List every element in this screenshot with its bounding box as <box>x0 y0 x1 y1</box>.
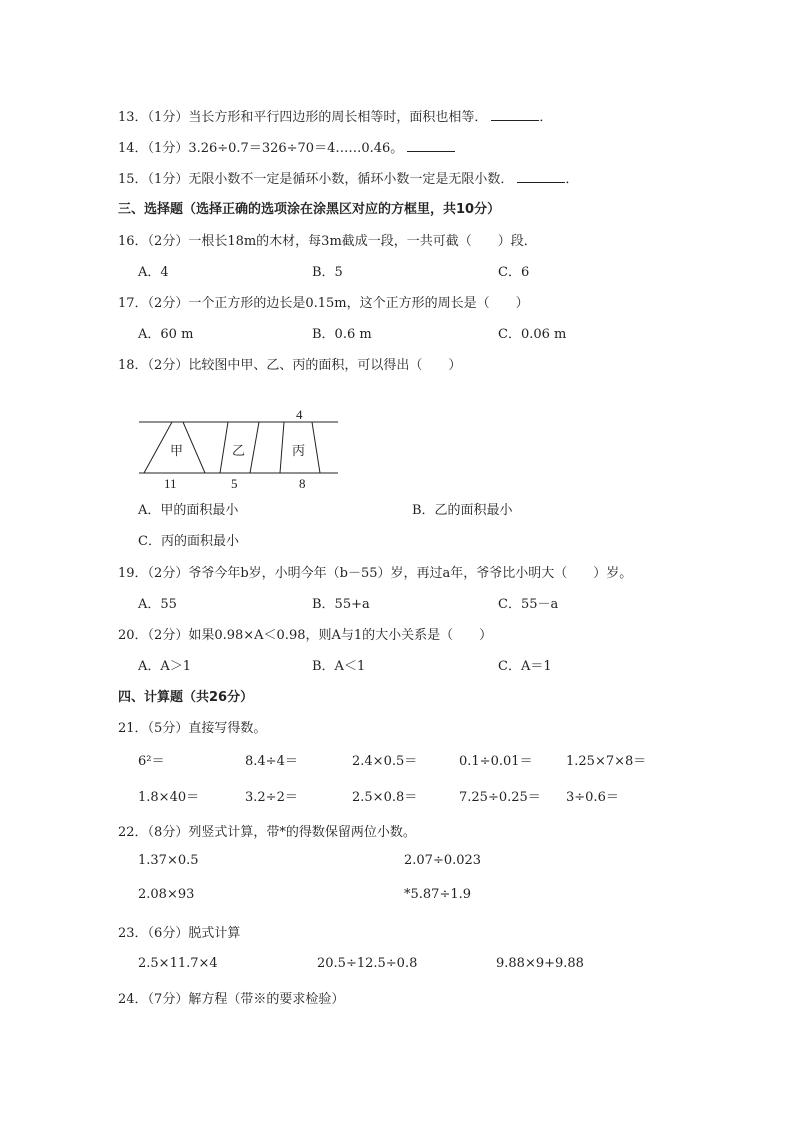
q21-item: 6²＝ <box>138 754 165 769</box>
question-24-text: 24．（7分）解方程（带※的要求检验） <box>118 992 345 1007</box>
question-22-text: 22．（8分）列竖式计算，带*的得数保留两位小数。 <box>118 825 416 840</box>
q21-item: 2.4×0.5＝ <box>352 754 418 769</box>
q23-item: 20.5÷12.5÷0.8 <box>317 956 418 971</box>
question-16-text: 16．（2分）一根长18m的木材，每3m截成一段，一共可截（ ）段． <box>118 234 537 249</box>
area-comparison-figure <box>136 408 341 490</box>
label-jia: 甲 <box>170 443 184 458</box>
q18-option-b[interactable]: B．乙的面积最小 <box>412 503 513 518</box>
q21-item: 1.8×40＝ <box>138 790 200 805</box>
label-bing: 丙 <box>292 443 306 458</box>
question-18-text: 18．（2分）比较图中甲、乙、丙的面积，可以得出（ ） <box>118 358 462 373</box>
q19-option-a[interactable]: A．55 <box>138 597 177 612</box>
question-21-text: 21．（5分）直接写得数。 <box>118 721 267 736</box>
q22-item: 2.08×93 <box>138 887 195 902</box>
q22-item: *5.87÷1.9 <box>404 887 472 902</box>
q21-item: 8.4÷4＝ <box>245 754 298 769</box>
q21-item: 2.5×0.8＝ <box>352 790 418 805</box>
question-23-text: 23．（6分）脱式计算 <box>118 926 241 941</box>
label-bottom-8: 8 <box>299 476 306 490</box>
q21-item: 0.1÷0.01＝ <box>459 754 533 769</box>
q20-option-c[interactable]: C．A＝1 <box>498 659 552 674</box>
question-15 <box>118 168 578 187</box>
q18-option-a[interactable]: A．甲的面积最小 <box>138 503 239 518</box>
answer-blank[interactable] <box>491 108 539 121</box>
q21-item: 7.25÷0.25＝ <box>459 790 541 805</box>
question-19-text: 19．（2分）爷爷今年b岁，小明今年（b－55）岁，再过a年，爷爷比小明大（ ）岁。 <box>118 566 633 581</box>
section-3-title: 三、选择题（选择正确的选项涂在涂黑区对应的方框里，共10分） <box>118 202 501 217</box>
question-17-text: 17．（2分）一个正方形的边长是0.15m，这个正方形的周长是（ ） <box>118 296 529 311</box>
question-14 <box>118 137 455 156</box>
q22-item: 1.37×0.5 <box>138 853 199 868</box>
q19-option-c[interactable]: C．55－a <box>498 597 559 612</box>
q16-option-b[interactable]: B．5 <box>312 265 343 280</box>
q22-item: 2.07÷0.023 <box>404 853 482 868</box>
q23-item: 2.5×11.7×4 <box>138 956 218 971</box>
section-4-title: 四、计算题（共26分） <box>118 690 254 705</box>
q17-option-b[interactable]: B．0.6 m <box>312 327 372 342</box>
question-20-text: 20．（2分）如果0.98×A＜0.98，则A与1的大小关系是（ ） <box>118 628 493 643</box>
question-15-text: 15．（1分）无限小数不一定是循环小数，循环小数一定是无限小数． <box>118 172 514 187</box>
label-top-4: 4 <box>296 408 303 422</box>
label-bottom-5: 5 <box>231 476 238 490</box>
q16-option-c[interactable]: C．6 <box>498 265 530 280</box>
q21-item: 3.2÷2＝ <box>245 790 298 805</box>
q21-item: 3÷0.6＝ <box>566 790 619 805</box>
answer-blank[interactable] <box>407 139 455 152</box>
q19-option-b[interactable]: B．55+a <box>312 597 370 612</box>
question-13 <box>118 106 552 125</box>
label-bottom-11: 11 <box>164 476 177 490</box>
question-13-text: 13．（1分）当长方形和平行四边形的周长相等时，面积也相等． <box>118 110 488 125</box>
q20-option-b[interactable]: B．A＜1 <box>312 659 366 674</box>
q17-option-c[interactable]: C．0.06 m <box>498 327 567 342</box>
q17-option-a[interactable]: A．60 m <box>138 327 194 342</box>
question-15-end: ． <box>565 172 579 187</box>
answer-blank[interactable] <box>517 170 565 183</box>
q18-option-c[interactable]: C．丙的面积最小 <box>138 534 239 549</box>
q21-item: 1.25×7×8＝ <box>566 754 647 769</box>
label-yi: 乙 <box>232 443 246 458</box>
question-13-end: ． <box>539 110 553 125</box>
question-14-text: 14．（1分）3.26÷0.7＝326÷70＝4……0.46。 <box>118 141 404 156</box>
q23-item: 9.88×9+9.88 <box>496 956 584 971</box>
q20-option-a[interactable]: A．A＞1 <box>138 659 192 674</box>
q16-option-a[interactable]: A．4 <box>138 265 169 280</box>
